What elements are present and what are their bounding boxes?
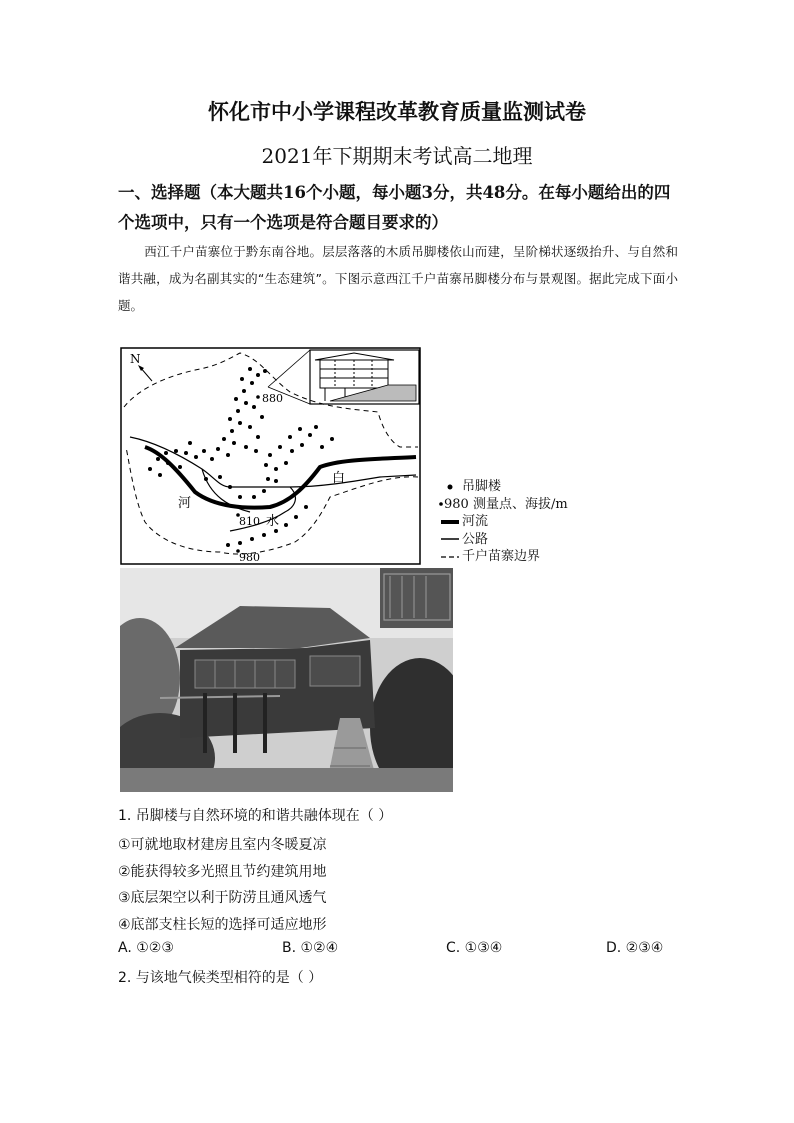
stilt-house-photo	[120, 568, 453, 792]
river-label-he: 河	[178, 496, 192, 511]
legend-item-house	[438, 478, 568, 496]
exam-title: 怀化市中小学课程改革教育质量监测试卷	[208, 99, 586, 124]
legend-label: 河流	[462, 514, 489, 529]
question-1-option-b[interactable]: B. ①②④	[282, 940, 339, 956]
legend-label: 公路	[462, 531, 489, 547]
house-cross-section-inset	[310, 350, 419, 404]
question-1-statement-1: ①可就地取材建房且室内冬暖夏凉	[118, 837, 327, 853]
river-label-shui: 水	[266, 514, 280, 529]
question-1-statement-4: ④底部支柱长短的选择可适应地形	[118, 917, 327, 933]
question-1-statement-3: ③底层架空以利于防涝且通风透气	[118, 890, 327, 906]
north-label: N	[130, 352, 141, 366]
legend-item-river	[438, 513, 568, 531]
thin-line-icon	[438, 534, 462, 544]
elevation-810: 810	[239, 515, 260, 528]
legend-label: 980 测量点、海拔/m	[444, 496, 568, 512]
section-heading: 一、选择题（本大题共16个小题，每小题3分，共48分。在每小题给出的四个选项中，只有一个选项是符合题目要求的）	[118, 183, 671, 232]
village-map	[120, 347, 421, 565]
elevation-980: 980	[239, 551, 260, 564]
question-1-option-d[interactable]: D. ②③④	[606, 940, 664, 956]
question-1-stem: 1. 吊脚楼与自然环境的和谐共融体现在（ ）	[118, 808, 393, 824]
question-1-statement-2: ②能获得较多光照且节约建筑用地	[118, 864, 327, 880]
legend-label: 吊脚楼	[462, 479, 502, 494]
question-1-option-a[interactable]: A. ①②③	[118, 940, 174, 956]
legend-label: 千户苗寨边界	[462, 549, 541, 564]
question-2-stem: 2. 与该地气候类型相符的是（ ）	[118, 970, 323, 986]
river-label-bai: 白	[332, 471, 346, 486]
map-legend	[438, 478, 568, 566]
legend-item-road	[438, 531, 568, 549]
question-1-option-c[interactable]: C. ①③④	[446, 940, 503, 956]
intro-paragraph	[118, 238, 678, 319]
legend-item-elevation	[438, 496, 568, 514]
legend-item-boundary	[438, 548, 568, 566]
elevation-880: 880	[262, 392, 283, 405]
exam-subtitle: 2021年下期期末考试高二地理	[261, 144, 533, 168]
dashed-line-icon	[438, 552, 462, 562]
thick-line-icon	[438, 517, 462, 527]
intro-text: 西江千户苗寨位于黔东南谷地。层层落落的木质吊脚楼依山而建，呈阶梯状逐级抬升、与自然和谐共融，成为名副其实的“生态建筑”。下图示意西江千户苗寨吊脚楼分布与景观图。据此完成下面小题。	[118, 244, 678, 313]
dot-icon	[438, 482, 462, 492]
